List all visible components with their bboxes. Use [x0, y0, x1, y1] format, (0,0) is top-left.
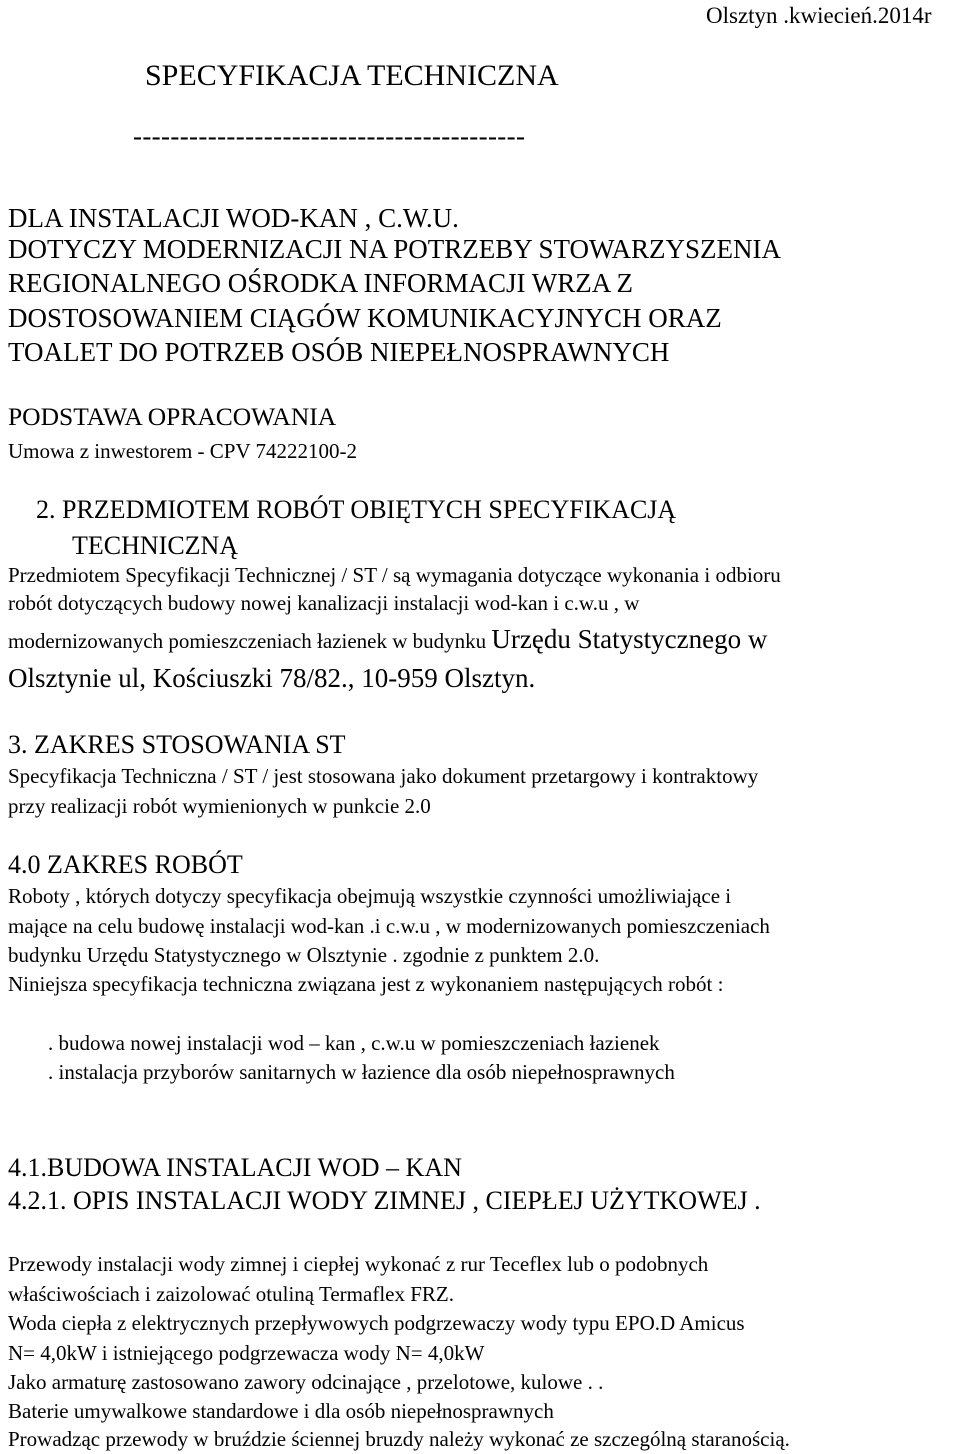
- section-3-paragraph-line-2: przy realizacji robót wymienionych w punkcie 2.0: [8, 794, 431, 818]
- section-2-line-3-emphasis: Urzędu Statystycznego w: [491, 624, 768, 654]
- section-4-2-1-line-3: Woda ciepła z elektrycznych przepływowych podgrzewaczy wody typu EPO.D Amicus: [8, 1311, 745, 1335]
- section-4-paragraph-line-1: Roboty , których dotyczy specyfikacja obejmują wszystkie czynności umożliwiające i: [8, 884, 732, 908]
- list-item: . budowa nowej instalacji wod – kan , c.w.u w pomieszczeniach łazienek: [48, 1031, 660, 1055]
- section-3-paragraph-line-1: Specyfikacja Techniczna / ST / jest stosowana jako dokument przetargowy i kontraktowy: [8, 764, 759, 788]
- document-date: Olsztyn .kwiecień.2014r: [706, 3, 932, 28]
- section-4-2-1-line-4: N= 4,0kW i istniejącego podgrzewacza wody N= 4,0kW: [8, 1341, 485, 1365]
- section-2-address-line: Olsztynie ul, Kościuszki 78/82., 10-959 Olsztyn.: [8, 663, 536, 693]
- title-dashed-rule: ------------------------------------------: [133, 121, 526, 151]
- list-item: . instalacja przyborów sanitarnych w łazience dla osób niepełnosprawnych: [48, 1060, 675, 1084]
- section-2-paragraph-line-2: robót dotyczących budowy nowej kanalizacji instalacji wod-kan i c.w.u , w: [8, 591, 640, 615]
- section-4-2-1-line-6: Baterie umywalkowe standardowe i dla osób niepełnosprawnych: [8, 1399, 554, 1423]
- section-4-paragraph-line-3: budynku Urzędu Statystycznego w Olsztynie . zgodnie z punktem 2.0.: [8, 943, 600, 967]
- subject-line-1: DLA INSTALACJI WOD-KAN , C.W.U.: [8, 203, 459, 233]
- section-2-heading-line-1: 2. PRZEDMIOTEM ROBÓT OBIĘTYCH SPECYFIKACJĄ: [36, 495, 677, 524]
- section-2-paragraph-line-3: [8, 626, 767, 653]
- section-2-paragraph-line-1: Przedmiotem Specyfikacji Technicznej / ST / są wymagania dotyczące wykonania i odbioru: [8, 563, 781, 587]
- section-4-2-1-line-2: właściwościach i zaizolować otuliną Termaflex FRZ.: [8, 1282, 454, 1306]
- section-4-2-1-line-1: Przewody instalacji wody zimnej i ciepłej wykonać z rur Teceflex lub o podobnych: [8, 1252, 709, 1276]
- section-4-heading: 4.0 ZAKRES ROBÓT: [8, 850, 243, 879]
- section-4-2-1-heading: 4.2.1. OPIS INSTALACJI WODY ZIMNEJ , CIEPŁEJ UŻYTKOWEJ .: [8, 1186, 761, 1215]
- section-4-2-1-line-7: Prowadząc przewody w bruździe ściennej bruzdy należy wykonać ze szczególną staranością.: [8, 1427, 790, 1451]
- section-4-1-heading: 4.1.BUDOWA INSTALACJI WOD – KAN: [8, 1153, 462, 1182]
- section-2-heading-line-2: TECHNICZNĄ: [72, 531, 239, 560]
- section-4-paragraph-line-2: mające na celu budowę instalacji wod-kan .i c.w.u , w modernizowanych pomieszczeniach: [8, 914, 770, 938]
- section-4-2-1-line-5: Jako armaturę zastosowano zawory odcinające , przelotowe, kulowe . .: [8, 1370, 604, 1394]
- subject-line-3: REGIONALNEGO OŚRODKA INFORMACJI WRZA Z: [8, 268, 634, 298]
- document-title: SPECYFIKACJA TECHNICZNA: [145, 59, 559, 92]
- subject-line-2: DOTYCZY MODERNIZACJI NA POTRZEBY STOWARZYSZENIA: [8, 234, 781, 264]
- section-4-paragraph-line-4: Niniejsza specyfikacja techniczna związana jest z wykonaniem następujących robót :: [8, 972, 724, 996]
- section-2-line-3-text: modernizowanych pomieszczeniach łazienek w budynku: [8, 629, 492, 653]
- subject-line-4: DOSTOSOWANIEM CIĄGÓW KOMUNIKACYJNYCH ORAZ: [8, 303, 722, 333]
- subject-line-5: TOALET DO POTRZEB OSÓB NIEPEŁNOSPRAWNYCH: [8, 337, 670, 367]
- basis-heading: PODSTAWA OPRACOWANIA: [8, 402, 337, 431]
- basis-text: Umowa z inwestorem - CPV 74222100-2: [8, 439, 357, 463]
- section-3-heading: 3. ZAKRES STOSOWANIA ST: [8, 730, 346, 759]
